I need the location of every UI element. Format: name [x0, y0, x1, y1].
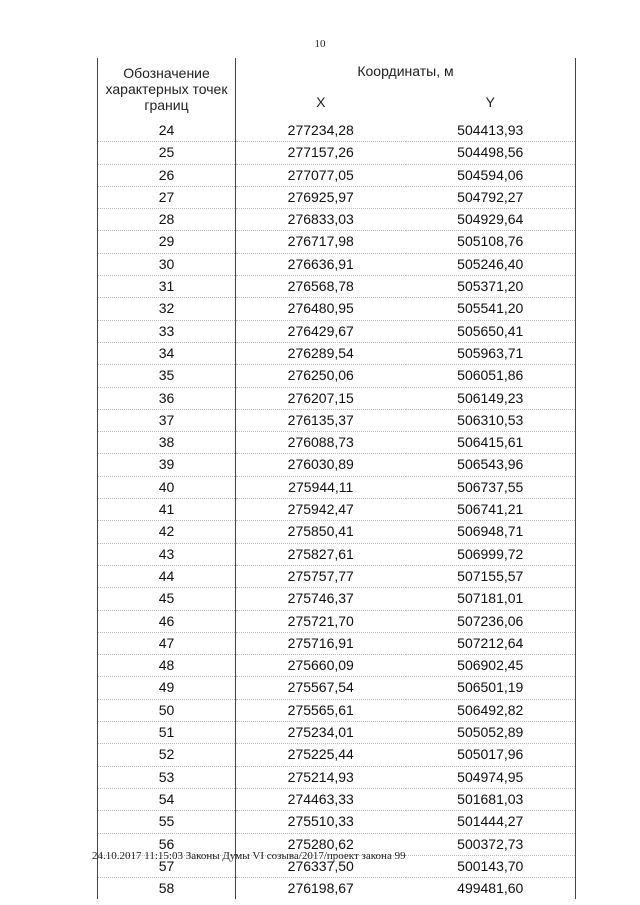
point-number-cell: 55 [98, 811, 236, 833]
y-coordinate-cell: 506741,21 [406, 499, 576, 521]
x-coordinate-cell: 277157,26 [236, 142, 406, 164]
y-coordinate-cell: 506310,53 [406, 409, 576, 431]
y-coordinate-cell: 506415,61 [406, 432, 576, 454]
point-number-cell: 29 [98, 231, 236, 253]
y-coordinate-cell: 507155,57 [406, 565, 576, 587]
table-row [98, 298, 576, 320]
table-row [98, 677, 576, 699]
y-coordinate-cell: 506149,23 [406, 387, 576, 409]
y-coordinate-cell: 504929,64 [406, 209, 576, 231]
y-coordinate-cell: 505963,71 [406, 342, 576, 364]
table-row [98, 186, 576, 208]
y-coordinate-cell: 506051,86 [406, 365, 576, 387]
table-row [98, 209, 576, 231]
point-number-cell: 32 [98, 298, 236, 320]
point-number-cell: 45 [98, 588, 236, 610]
point-number-cell: 51 [98, 722, 236, 744]
point-number-cell: 30 [98, 253, 236, 275]
point-number-cell: 39 [98, 454, 236, 476]
point-number-cell: 52 [98, 744, 236, 766]
x-coordinate-cell: 275746,37 [236, 588, 406, 610]
table-row [98, 655, 576, 677]
x-coordinate-cell: 275510,33 [236, 811, 406, 833]
footer-note: 24.10.2017 11:15:03 Законы Думы VI созыва/2017/проект закона 99 [92, 850, 406, 862]
x-coordinate-cell: 275757,77 [236, 565, 406, 587]
x-coordinate-cell: 276135,37 [236, 409, 406, 431]
table-row [98, 164, 576, 186]
y-coordinate-cell: 504792,27 [406, 186, 576, 208]
x-coordinate-cell: 275850,41 [236, 521, 406, 543]
x-coordinate-cell: 276250,06 [236, 365, 406, 387]
point-number-cell: 26 [98, 164, 236, 186]
table-row [98, 476, 576, 498]
x-coordinate-cell: 276636,91 [236, 253, 406, 275]
point-number-cell: 37 [98, 409, 236, 431]
point-number-cell: 43 [98, 543, 236, 565]
x-column-header: X [316, 94, 326, 110]
table-row [98, 409, 576, 431]
y-coordinate-cell: 505246,40 [406, 253, 576, 275]
y-coordinate-cell: 505541,20 [406, 298, 576, 320]
page-number: 10 [314, 38, 326, 50]
table-row [98, 142, 576, 164]
table-row [98, 788, 576, 810]
table-row [98, 320, 576, 342]
point-number-cell: 27 [98, 186, 236, 208]
point-number-cell: 49 [98, 677, 236, 699]
x-coordinate-cell: 276207,15 [236, 387, 406, 409]
x-coordinate-cell: 276337,50 [236, 855, 406, 877]
y-coordinate-cell: 504413,93 [406, 120, 576, 142]
point-number-cell: 42 [98, 521, 236, 543]
y-coordinate-cell: 504594,06 [406, 164, 576, 186]
y-coordinate-cell: 501444,27 [406, 811, 576, 833]
point-header-line3: границ [144, 97, 189, 113]
x-coordinate-cell: 275721,70 [236, 610, 406, 632]
x-coordinate-cell: 277077,05 [236, 164, 406, 186]
table-row [98, 632, 576, 654]
table-row [98, 610, 576, 632]
x-coordinate-cell: 275567,54 [236, 677, 406, 699]
table-row [98, 365, 576, 387]
y-coordinate-cell: 500372,73 [406, 833, 576, 855]
x-coordinate-cell: 276198,67 [287, 880, 354, 897]
x-coordinate-cell: 275944,11 [236, 476, 406, 498]
x-coordinate-cell: 275716,91 [236, 632, 406, 654]
point-number-cell: 34 [98, 342, 236, 364]
y-coordinate-cell: 506737,55 [406, 476, 576, 498]
table-row [98, 120, 576, 142]
point-number-cell: 31 [98, 276, 236, 298]
point-header-line2: характерных точек [105, 81, 228, 97]
coordinates-table [97, 58, 575, 899]
table-row [98, 543, 576, 565]
point-number-cell: 33 [98, 320, 236, 342]
table-row [98, 387, 576, 409]
point-column-header [98, 58, 236, 120]
y-coordinate-cell: 507212,64 [406, 632, 576, 654]
y-coordinate-cell: 505650,41 [406, 320, 576, 342]
point-number-cell: 48 [98, 655, 236, 677]
y-coordinate-cell: 506999,72 [406, 543, 576, 565]
x-coordinate-cell: 275214,93 [236, 766, 406, 788]
table-row [98, 878, 576, 900]
table-row [98, 699, 576, 721]
y-coordinate-cell: 505371,20 [406, 276, 576, 298]
x-coordinate-cell: 275942,47 [236, 499, 406, 521]
table-row [98, 276, 576, 298]
y-column-header: Y [406, 84, 576, 120]
x-coordinate-cell: 275660,09 [236, 655, 406, 677]
x-coordinate-cell: 275565,61 [236, 699, 406, 721]
table-row [98, 342, 576, 364]
y-coordinate-cell: 506501,19 [406, 677, 576, 699]
table-row [98, 744, 576, 766]
table-row [98, 766, 576, 788]
point-number-cell: 40 [98, 476, 236, 498]
table-body [98, 120, 576, 899]
point-number-cell: 56 [98, 833, 236, 855]
point-number-cell: 44 [98, 565, 236, 587]
point-number-cell: 38 [98, 432, 236, 454]
point-number-cell: 57 [98, 855, 236, 877]
point-number-cell: 58 [98, 878, 236, 900]
x-coordinate-cell: 276833,03 [236, 209, 406, 231]
point-number-cell: 50 [98, 699, 236, 721]
x-coordinate-cell: 276030,89 [236, 454, 406, 476]
y-coordinate-cell: 506492,82 [406, 699, 576, 721]
point-number-cell: 53 [98, 766, 236, 788]
table-row [98, 253, 576, 275]
point-number-cell: 47 [98, 632, 236, 654]
y-coordinate-cell: 504498,56 [406, 142, 576, 164]
x-coordinate-cell: 276088,73 [236, 432, 406, 454]
x-coordinate-cell: 276289,54 [236, 342, 406, 364]
x-coordinate-cell: 275827,61 [236, 543, 406, 565]
table-row [98, 722, 576, 744]
y-coordinate-cell: 505052,89 [406, 722, 576, 744]
point-number-cell: 35 [98, 365, 236, 387]
table-row [98, 565, 576, 587]
x-coordinate-cell: 276429,67 [236, 320, 406, 342]
y-coordinate-cell: 504974,95 [406, 766, 576, 788]
table-row [98, 231, 576, 253]
y-coordinate-cell: 500143,70 [406, 855, 576, 877]
table-row [98, 454, 576, 476]
y-coordinate-cell: 501681,03 [406, 788, 576, 810]
y-coordinate-cell: 507181,01 [406, 588, 576, 610]
x-coordinate-cell: 276925,97 [236, 186, 406, 208]
y-coordinate-cell: 505017,96 [406, 744, 576, 766]
point-header-line1: Обозначение [123, 65, 210, 81]
y-coordinate-cell: 505108,76 [406, 231, 576, 253]
table-row [98, 432, 576, 454]
y-coordinate-cell: 506543,96 [406, 454, 576, 476]
x-coordinate-cell: 276568,78 [236, 276, 406, 298]
y-coordinate-cell: 506948,71 [406, 521, 576, 543]
y-coordinate-cell: 506902,45 [406, 655, 576, 677]
y-coordinate-cell: 499481,60 [406, 878, 576, 900]
point-number-cell: 36 [98, 387, 236, 409]
table-row [98, 521, 576, 543]
table-row [98, 499, 576, 521]
x-coordinate-cell: 275225,44 [236, 744, 406, 766]
x-coordinate-cell: 276480,95 [236, 298, 406, 320]
point-number-cell: 28 [98, 209, 236, 231]
point-number-cell: 24 [98, 120, 236, 142]
coordinates-header: Координаты, м [236, 58, 576, 84]
x-coordinate-cell: 276717,98 [236, 231, 406, 253]
x-coordinate-cell: 277234,28 [236, 120, 406, 142]
point-number-cell: 54 [98, 788, 236, 810]
x-coordinate-cell: 274463,33 [236, 788, 406, 810]
point-number-cell: 46 [98, 610, 236, 632]
x-coordinate-cell: 275280,62 [236, 833, 406, 855]
point-number-cell: 25 [98, 142, 236, 164]
point-number-cell: 41 [98, 499, 236, 521]
table-row [98, 811, 576, 833]
table-row [98, 588, 576, 610]
y-coordinate-cell: 507236,06 [406, 610, 576, 632]
x-coordinate-cell: 275234,01 [236, 722, 406, 744]
